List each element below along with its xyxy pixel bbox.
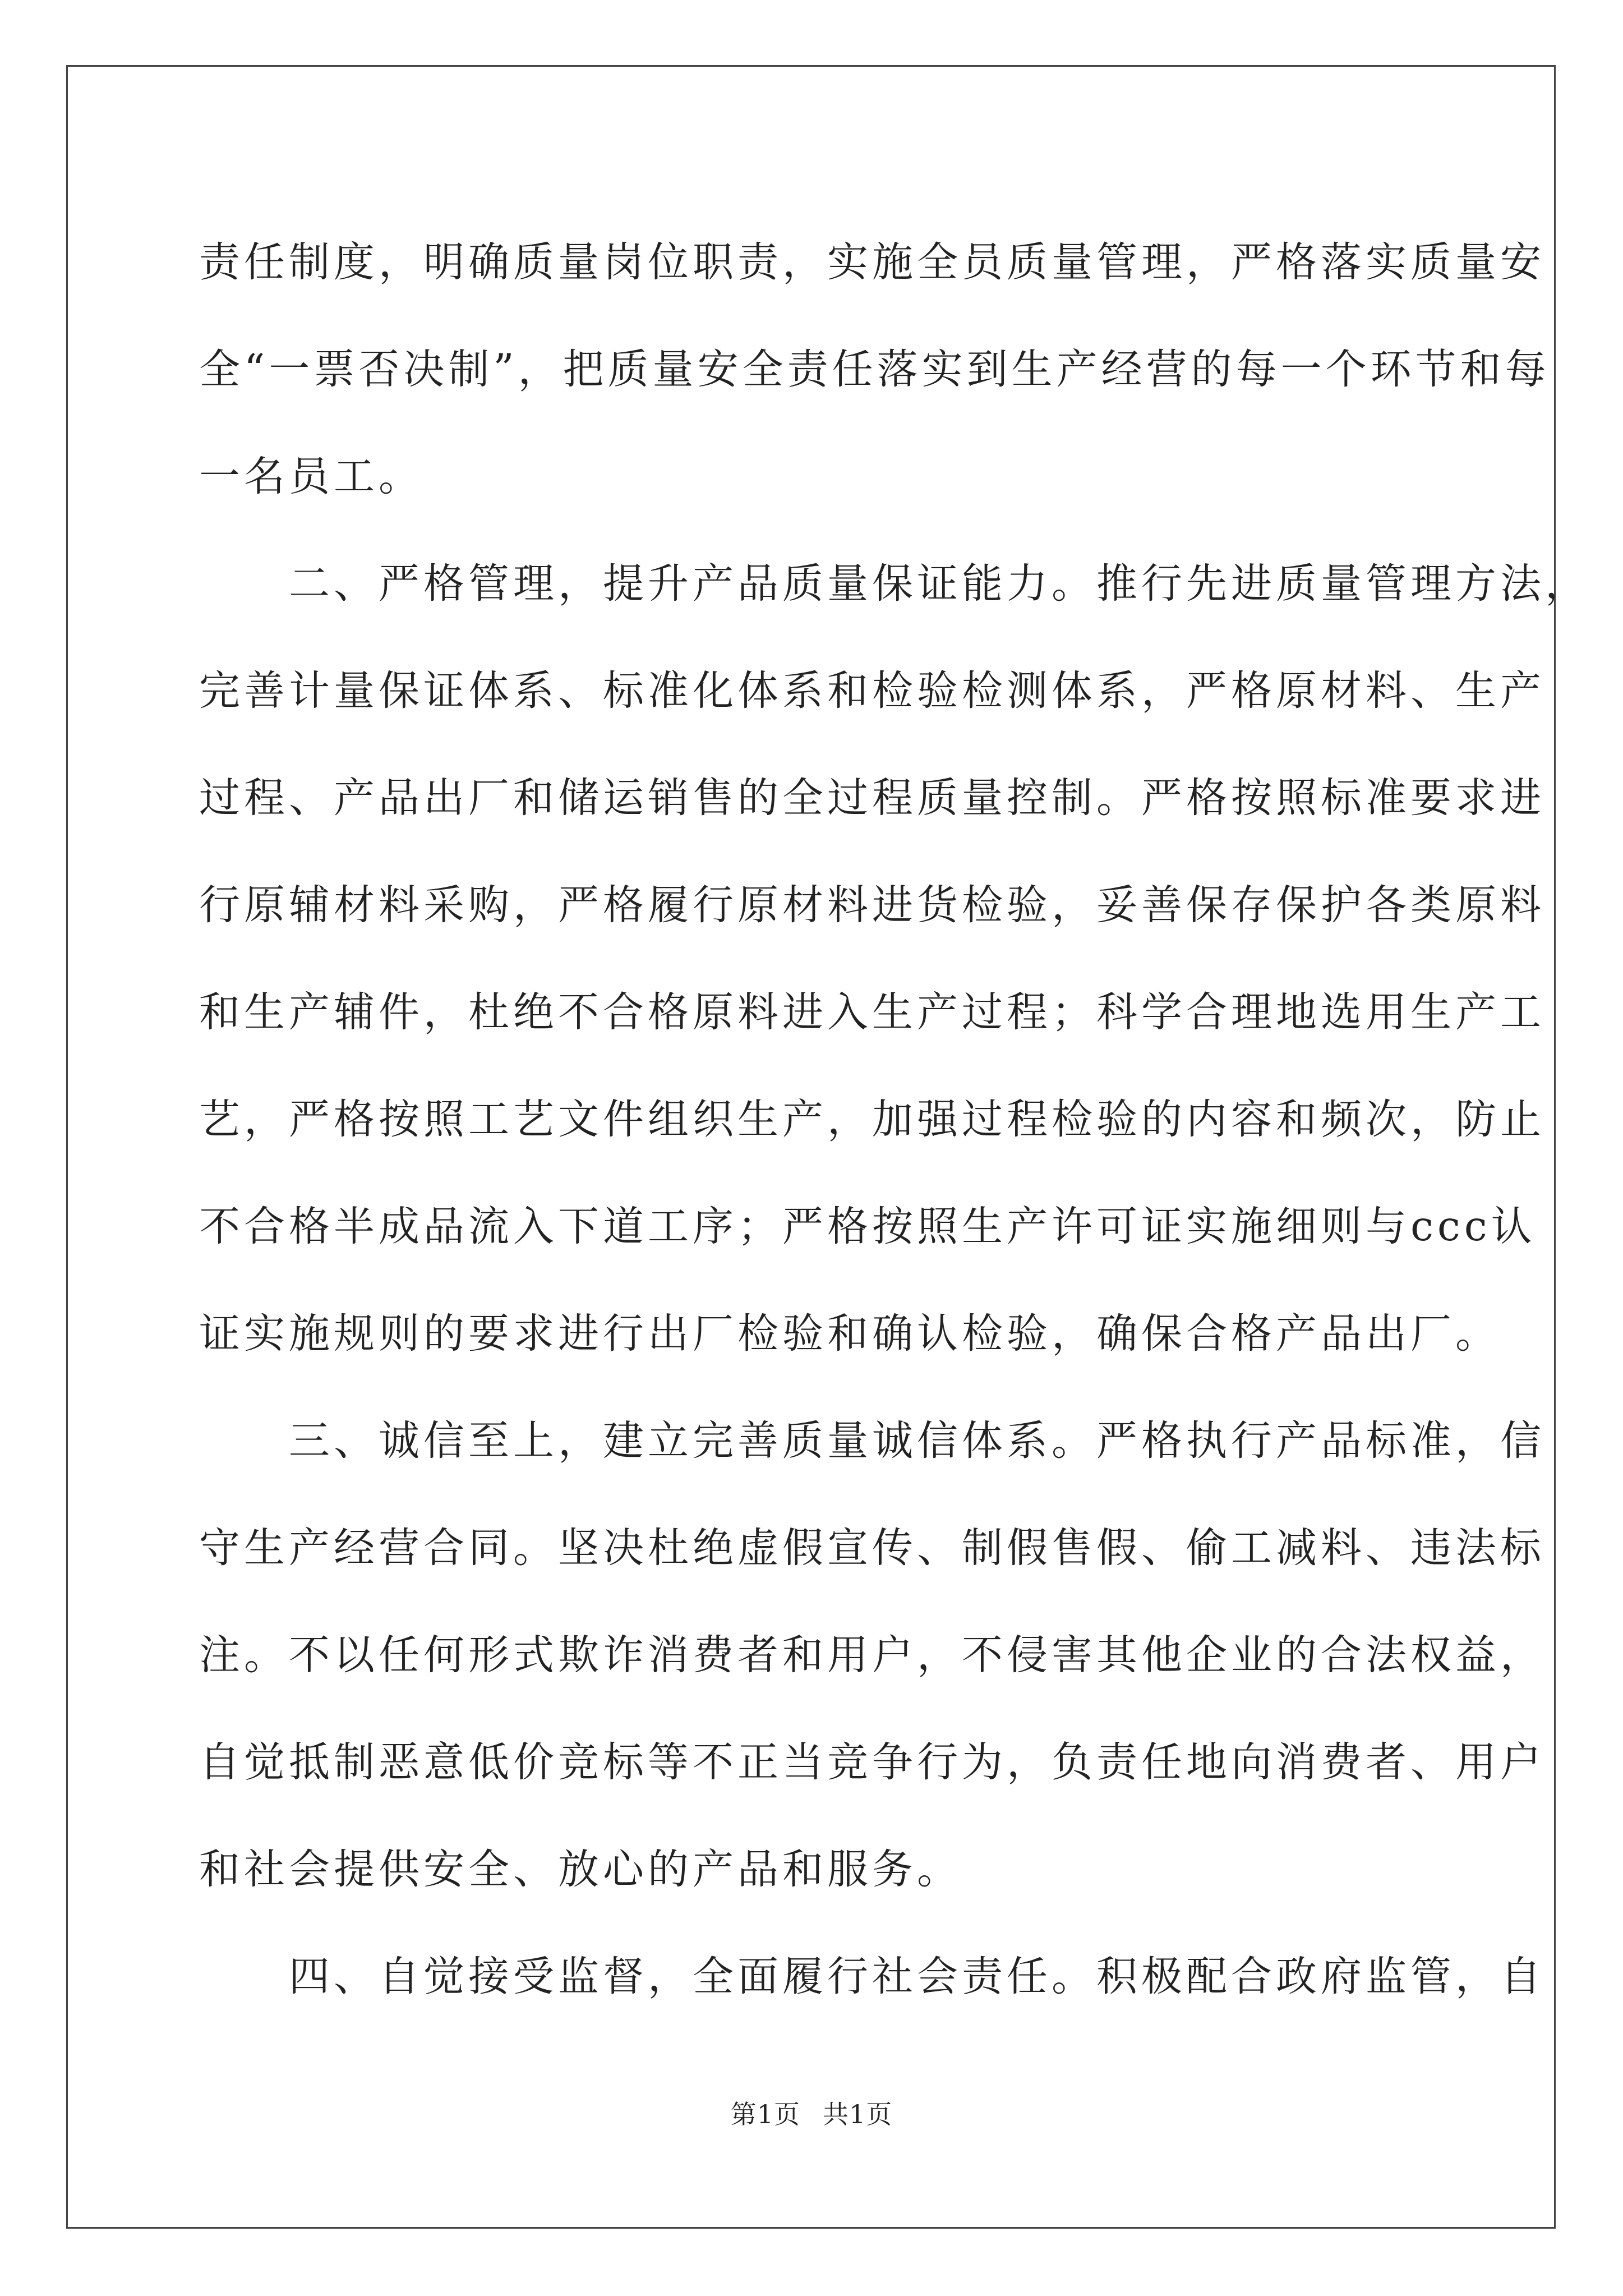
text-line: 证实施规则的要求进行出厂检验和确认检验，确保合格产品出厂。 xyxy=(199,1310,1500,1358)
page-number: 第1页 xyxy=(730,2099,800,2129)
text-line: 守生产经营合同。坚决杜绝虚假宣传、制假售假、偷工减料、违法标 xyxy=(199,1524,1545,1572)
text-line: 一名员工。 xyxy=(199,453,423,500)
text-line: 责任制度，明确质量岗位职责，实施全员质量管理，严格落实质量安 xyxy=(199,238,1545,286)
text-line: 自觉抵制恶意低价竞标等不正当竞争行为，负责任地向消费者、用户 xyxy=(199,1738,1545,1786)
text-line: 注。不以任何形式欺诈消费者和用户，不侵害其他企业的合法权益， xyxy=(199,1631,1545,1679)
text-line: 不合格半成品流入下道工序；严格按照生产许可证实施细则与ccc认 xyxy=(199,1203,1536,1250)
page-total: 共1页 xyxy=(823,2099,893,2129)
text-line: 和生产辅件，杜绝不合格原料进入生产过程；科学合理地选用生产工 xyxy=(199,988,1545,1036)
text-line: 行原辅材料采购，严格履行原材料进货检验，妥善保存保护各类原料 xyxy=(199,881,1545,929)
text-line: 全“一票否决制”，把质量安全责任落实到生产经营的每一个环节和每 xyxy=(199,346,1550,393)
text-line: 和社会提供安全、放心的产品和服务。 xyxy=(199,1846,962,1893)
text-line: 完善计量保证体系、标准化体系和检验检测体系，严格原材料、生产 xyxy=(199,667,1545,715)
page-footer xyxy=(0,2094,1623,2131)
text-line: 四、自觉接受监督，全面履行社会责任。积极配合政府监管，自 xyxy=(199,1953,1545,2000)
text-line: 艺，严格按照工艺文件组织生产，加强过程检验的内容和频次，防止 xyxy=(199,1096,1545,1143)
text-line: 三、诚信至上，建立完善质量诚信体系。严格执行产品标准，信 xyxy=(199,1417,1545,1465)
text-line: 二、严格管理，提升产品质量保证能力。推行先进质量管理方法， xyxy=(199,560,1590,608)
document-body xyxy=(199,209,1590,2030)
text-line: 过程、产品出厂和储运销售的全过程质量控制。严格按照标准要求进 xyxy=(199,774,1545,822)
